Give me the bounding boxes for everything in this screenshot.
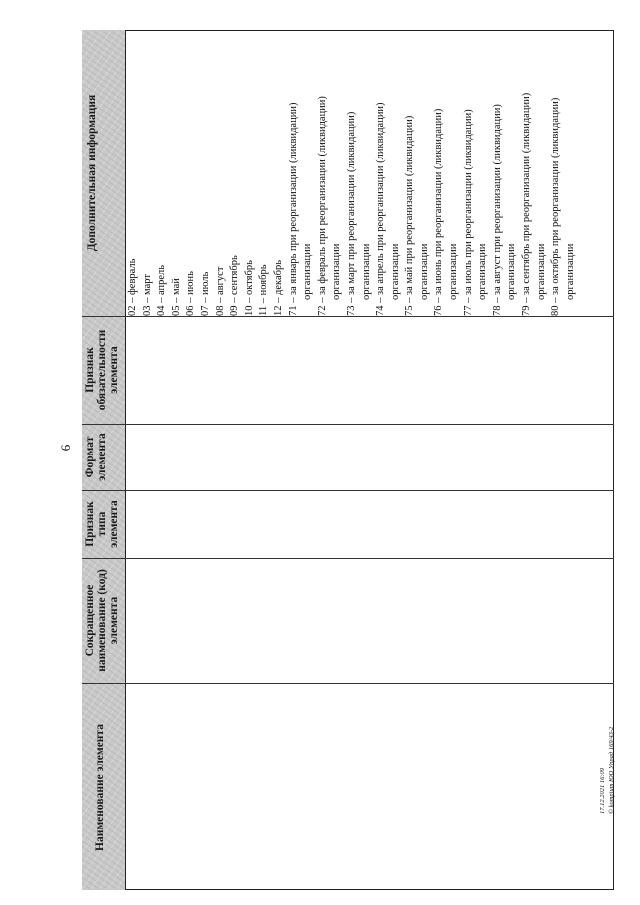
info-line: 09 – сентябрь — [229, 255, 241, 316]
info-line: 08 – август — [214, 266, 226, 316]
info-line: 75 – за май при реорганизации (ликвидации) — [404, 115, 416, 316]
footer-timestamp: 17.12.2021 16:09 — [599, 767, 606, 814]
info-line — [360, 0, 375, 316]
info-line-continuation: организации — [448, 243, 460, 300]
info-line — [301, 0, 316, 316]
info-line-continuation: организации — [418, 243, 430, 300]
info-line: 80 – за октябрь при реорганизации (ликвидации) — [550, 97, 562, 316]
info-line: 78 – за август при реорганизации (ликвидации) — [491, 104, 503, 316]
info-line — [330, 0, 345, 316]
info-line — [476, 0, 491, 316]
info-line-continuation: организации — [564, 243, 576, 300]
column-divider — [82, 558, 614, 559]
column-divider — [82, 490, 614, 491]
info-line-continuation: организации — [506, 243, 518, 300]
info-line — [418, 0, 433, 316]
info-line: 71 – за январь при реорганизации (ликвидации) — [287, 102, 299, 316]
info-line: 73 – за март при реорганизации (ликвидации) — [345, 111, 357, 316]
info-line — [447, 0, 462, 316]
info-line: 03 – март — [141, 274, 153, 316]
info-line-continuation: организации — [302, 243, 314, 300]
info-line-continuation: организации — [389, 243, 401, 300]
info-line: 10 – октябрь — [243, 260, 255, 316]
column-divider — [82, 316, 614, 317]
footer-text — [598, 644, 616, 814]
info-line: 11 – ноябрь — [258, 264, 270, 316]
info-line — [505, 0, 520, 316]
info-line-continuation: организации — [535, 243, 547, 300]
header-format-label: Формат элемента — [84, 433, 108, 481]
column-divider — [82, 424, 614, 425]
info-line-continuation: организации — [360, 243, 372, 300]
info-line — [564, 0, 579, 316]
info-line-continuation: организации — [477, 243, 489, 300]
info-line-continuation: организации — [331, 243, 343, 300]
info-line: 04 – апрель — [156, 264, 168, 316]
info-line: 02 – февраль — [127, 258, 138, 316]
column-divider — [82, 683, 614, 684]
header-short-name-label: Сокращенное наименование (код) элемента — [84, 569, 120, 672]
info-line: 07 – июль — [199, 271, 211, 316]
info-text-block — [126, 0, 578, 316]
page-number: 6 — [58, 444, 73, 452]
header-type-label: Признак типа элемента — [84, 500, 120, 548]
header-info-label: Дополнительная информация — [86, 94, 98, 252]
info-line — [535, 0, 550, 316]
header-required-label: Признак обязательности элемента — [84, 329, 120, 411]
info-line: 76 – за июнь при реорганизации (ликвидации) — [433, 108, 445, 316]
info-line: 77 – за июль при реорганизации (ликвидации) — [462, 109, 474, 316]
info-line: 05 – май — [170, 278, 182, 316]
info-line: 06 – июнь — [185, 271, 197, 316]
info-line — [389, 0, 404, 316]
info-line: 74 – за апрель при реорганизации (ликвидации) — [375, 102, 387, 316]
header-name-label: Наименование элемента — [94, 724, 106, 851]
info-line: 72 – за февраль при реорганизации (ликвидации) — [316, 96, 328, 316]
info-line: 79 – за сентябрь при реорганизации (ликвидации) — [521, 92, 533, 316]
info-line: 12 – декабрь — [272, 260, 284, 316]
footer-source: © kompium ЮО Упрад 169/43-2 — [608, 726, 615, 814]
